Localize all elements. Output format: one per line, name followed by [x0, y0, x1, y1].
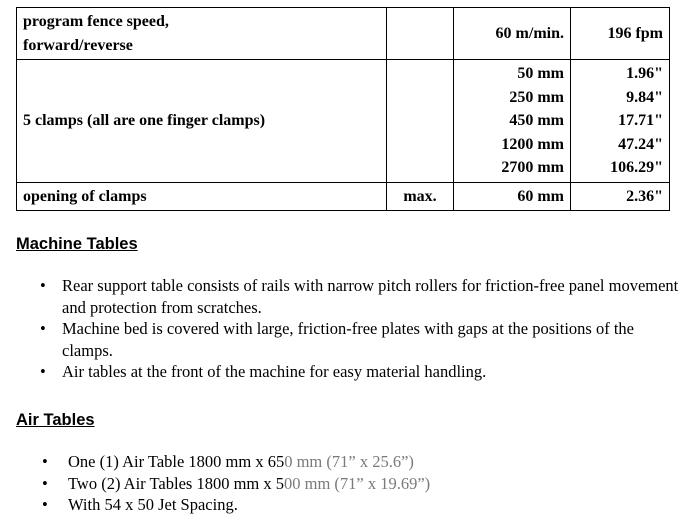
metric-value: 450 mm	[509, 112, 564, 129]
imperial-value: 1.96"	[626, 65, 663, 82]
row-label-line: program fence speed,	[23, 13, 169, 30]
bullet-icon: •	[40, 362, 46, 381]
table-row	[17, 8, 670, 60]
row-label	[17, 8, 387, 60]
row-qualifier	[387, 60, 454, 183]
list-item	[40, 275, 682, 318]
row-metric: 60 mm	[454, 182, 571, 211]
metric-value: 250 mm	[509, 88, 564, 106]
imperial-value: 47.24"	[618, 135, 663, 153]
table-row	[17, 60, 670, 183]
row-imperial	[571, 60, 670, 183]
imperial-value: 17.71"	[618, 112, 663, 129]
list-item	[42, 451, 668, 473]
row-metric	[454, 60, 571, 183]
row-label: opening of clamps	[17, 182, 387, 211]
list-item	[40, 318, 682, 361]
bullet-icon: •	[42, 452, 48, 471]
list-item-text: Two (2) Air Tables 1800 mm x 5	[68, 473, 284, 493]
list-item-text: Air tables at the front of the machine for easy material handling.	[62, 362, 487, 381]
row-label: 5 clamps (all are one finger clamps)	[17, 60, 387, 183]
row-qualifier	[387, 8, 454, 60]
list-item	[42, 494, 668, 516]
table-row	[17, 182, 670, 211]
row-metric: 60 m/min.	[454, 8, 571, 60]
bullet-icon: •	[40, 319, 46, 338]
spec-table	[16, 7, 670, 211]
metric-value: 2700 mm	[501, 159, 564, 176]
list-item	[40, 361, 682, 383]
list-item	[42, 473, 668, 495]
list-item-text-faded: 0 mm (71” x 25.6”)	[284, 452, 414, 471]
bullet-icon: •	[40, 276, 46, 295]
list-item-text: With 54 x 50 Jet Spacing.	[68, 495, 238, 514]
air-tables-list	[42, 451, 668, 516]
metric-value: 50 mm	[517, 65, 564, 82]
list-item-text-faded: 00 mm (71” x 19.69”)	[284, 473, 431, 493]
machine-tables-list	[40, 275, 682, 383]
row-label-line: forward/reverse	[23, 36, 133, 54]
list-item-text: One (1) Air Table 1800 mm x 65	[68, 452, 285, 471]
bullet-icon: •	[42, 495, 48, 514]
imperial-value: 106.29"	[610, 159, 663, 176]
list-item-text: Machine bed is covered with large, friction-free plates with gaps at the positions of the clamps.	[62, 319, 634, 360]
metric-value: 1200 mm	[501, 135, 564, 153]
bullet-icon: •	[42, 473, 48, 493]
row-imperial: 2.36"	[571, 182, 670, 211]
machine-tables-heading: Machine Tables	[16, 235, 138, 253]
row-imperial: 196 fpm	[571, 8, 670, 60]
imperial-value: 9.84"	[626, 88, 663, 106]
list-item-text: Rear support table consists of rails with narrow pitch rollers for friction-free panel movement and protection from scratches.	[62, 276, 679, 317]
air-tables-heading: Air Tables	[16, 411, 95, 429]
row-qualifier: max.	[387, 182, 454, 211]
